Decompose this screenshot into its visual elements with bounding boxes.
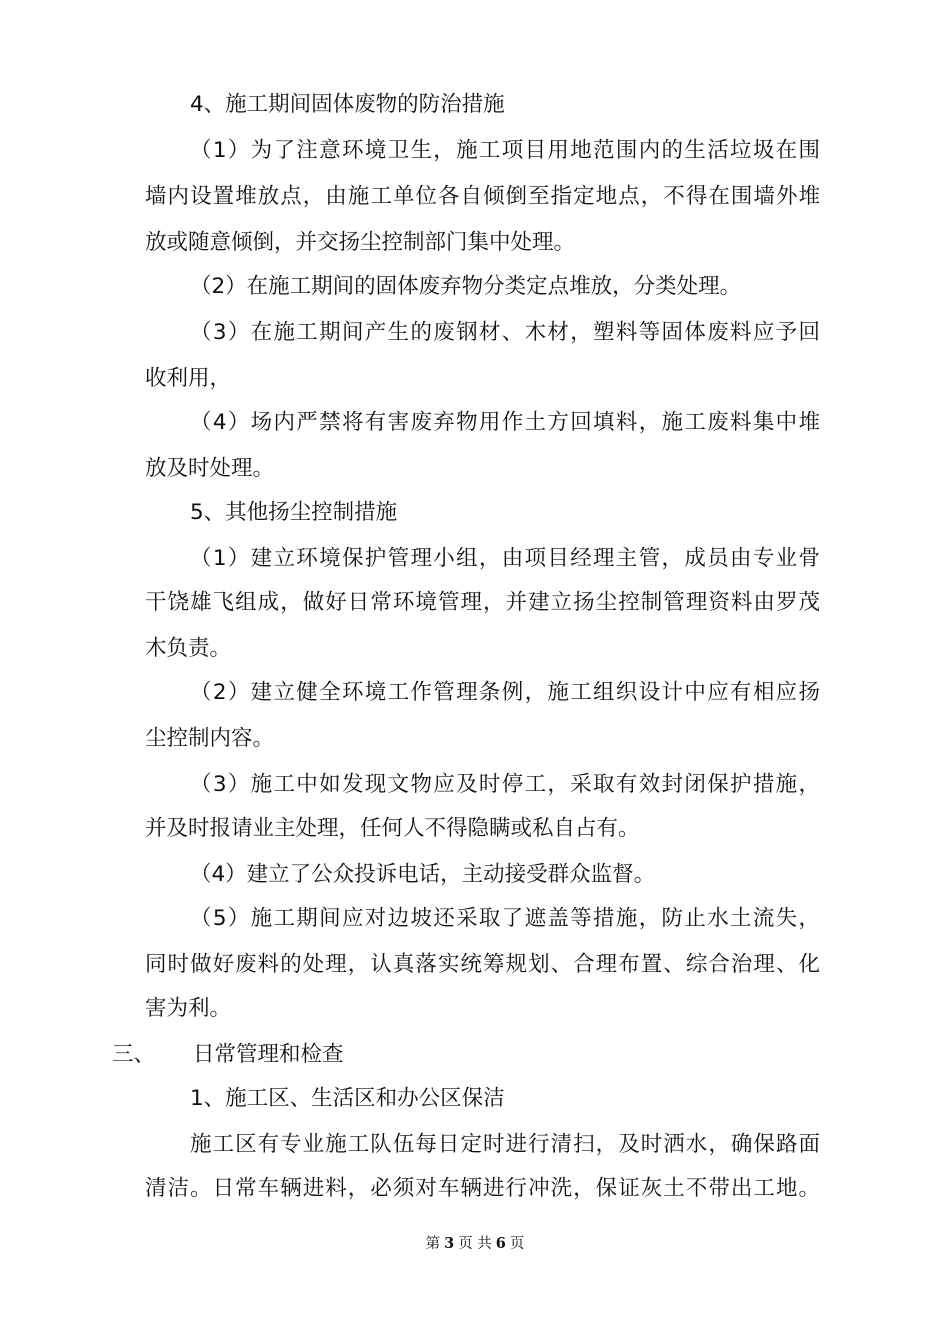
- subheading-cleaning: 1、施工区、生活区和办公区保洁: [190, 1086, 505, 1111]
- footer-suffix: 页: [509, 1236, 525, 1252]
- paragraph-line: 墙内设置堆放点，由施工单位各自倾倒至指定地点，不得在围墙外堆: [145, 184, 820, 209]
- paragraph-line: （2）在施工期间的固体废弃物分类定点堆放，分类处理。: [190, 274, 742, 299]
- footer-current-page: 3: [444, 1235, 455, 1252]
- paragraph-line: （3）施工中如发现文物应及时停工，采取有效封闭保护措施，: [190, 772, 820, 797]
- paragraph-line: （1）建立环境保护管理小组，由项目经理主管，成员由专业骨: [190, 546, 820, 571]
- section-title: 日常管理和检查: [193, 1042, 344, 1067]
- subheading-dust-control: 5、其他扬尘控制措施: [190, 500, 398, 525]
- paragraph-line: （4）建立了公众投诉电话，主动接受群众监督。: [190, 862, 656, 887]
- paragraph-line: 尘控制内容。: [145, 726, 275, 751]
- paragraph-line: 施工区有专业施工队伍每日定时进行清扫，及时洒水，确保路面: [190, 1132, 820, 1157]
- section-number: 三、: [112, 1042, 156, 1067]
- paragraph-line: （4）场内严禁将有害废弃物用作土方回填料，施工废料集中堆: [190, 410, 820, 435]
- paragraph-line: 放或随意倾倒，并交扬尘控制部门集中处理。: [145, 230, 576, 255]
- paragraph-line: （2）建立健全环境工作管理条例，施工组织设计中应有相应扬: [190, 680, 820, 705]
- page-footer: [0, 1234, 950, 1254]
- paragraph-line: 放及时处理。: [145, 456, 275, 481]
- subheading-solid-waste: 4、施工期间固体废物的防治措施: [190, 92, 505, 117]
- paragraph-line: 同时做好废料的处理，认真落实统筹规划、合理布置、综合治理、化: [145, 952, 820, 977]
- paragraph-line: 收利用，: [145, 366, 232, 391]
- paragraph-line: 并及时报请业主处理，任何人不得隐瞒或私自占有。: [145, 816, 640, 841]
- paragraph-line: 干饶雄飞组成，做好日常环境管理，并建立扬尘控制管理资料由罗茂: [145, 590, 820, 615]
- paragraph-line: 害为利。: [145, 996, 232, 1021]
- paragraph-line: （3）在施工期间产生的废钢材、木材，塑料等固体废料应予回: [190, 320, 820, 345]
- paragraph-line: （1）为了注意环境卫生，施工项目用地范围内的生活垃圾在围: [190, 138, 820, 163]
- paragraph-line: （5）施工期间应对边坡还采取了遮盖等措施，防止水土流失，: [190, 906, 820, 931]
- paragraph-line: 清洁。日常车辆进料，必须对车辆进行冲洗，保证灰土不带出工地。: [145, 1176, 820, 1201]
- footer-total-pages: 6: [495, 1235, 506, 1252]
- paragraph-line: 木负责。: [145, 636, 232, 661]
- footer-prefix: 第: [425, 1236, 441, 1252]
- footer-middle: 页 共: [458, 1236, 492, 1252]
